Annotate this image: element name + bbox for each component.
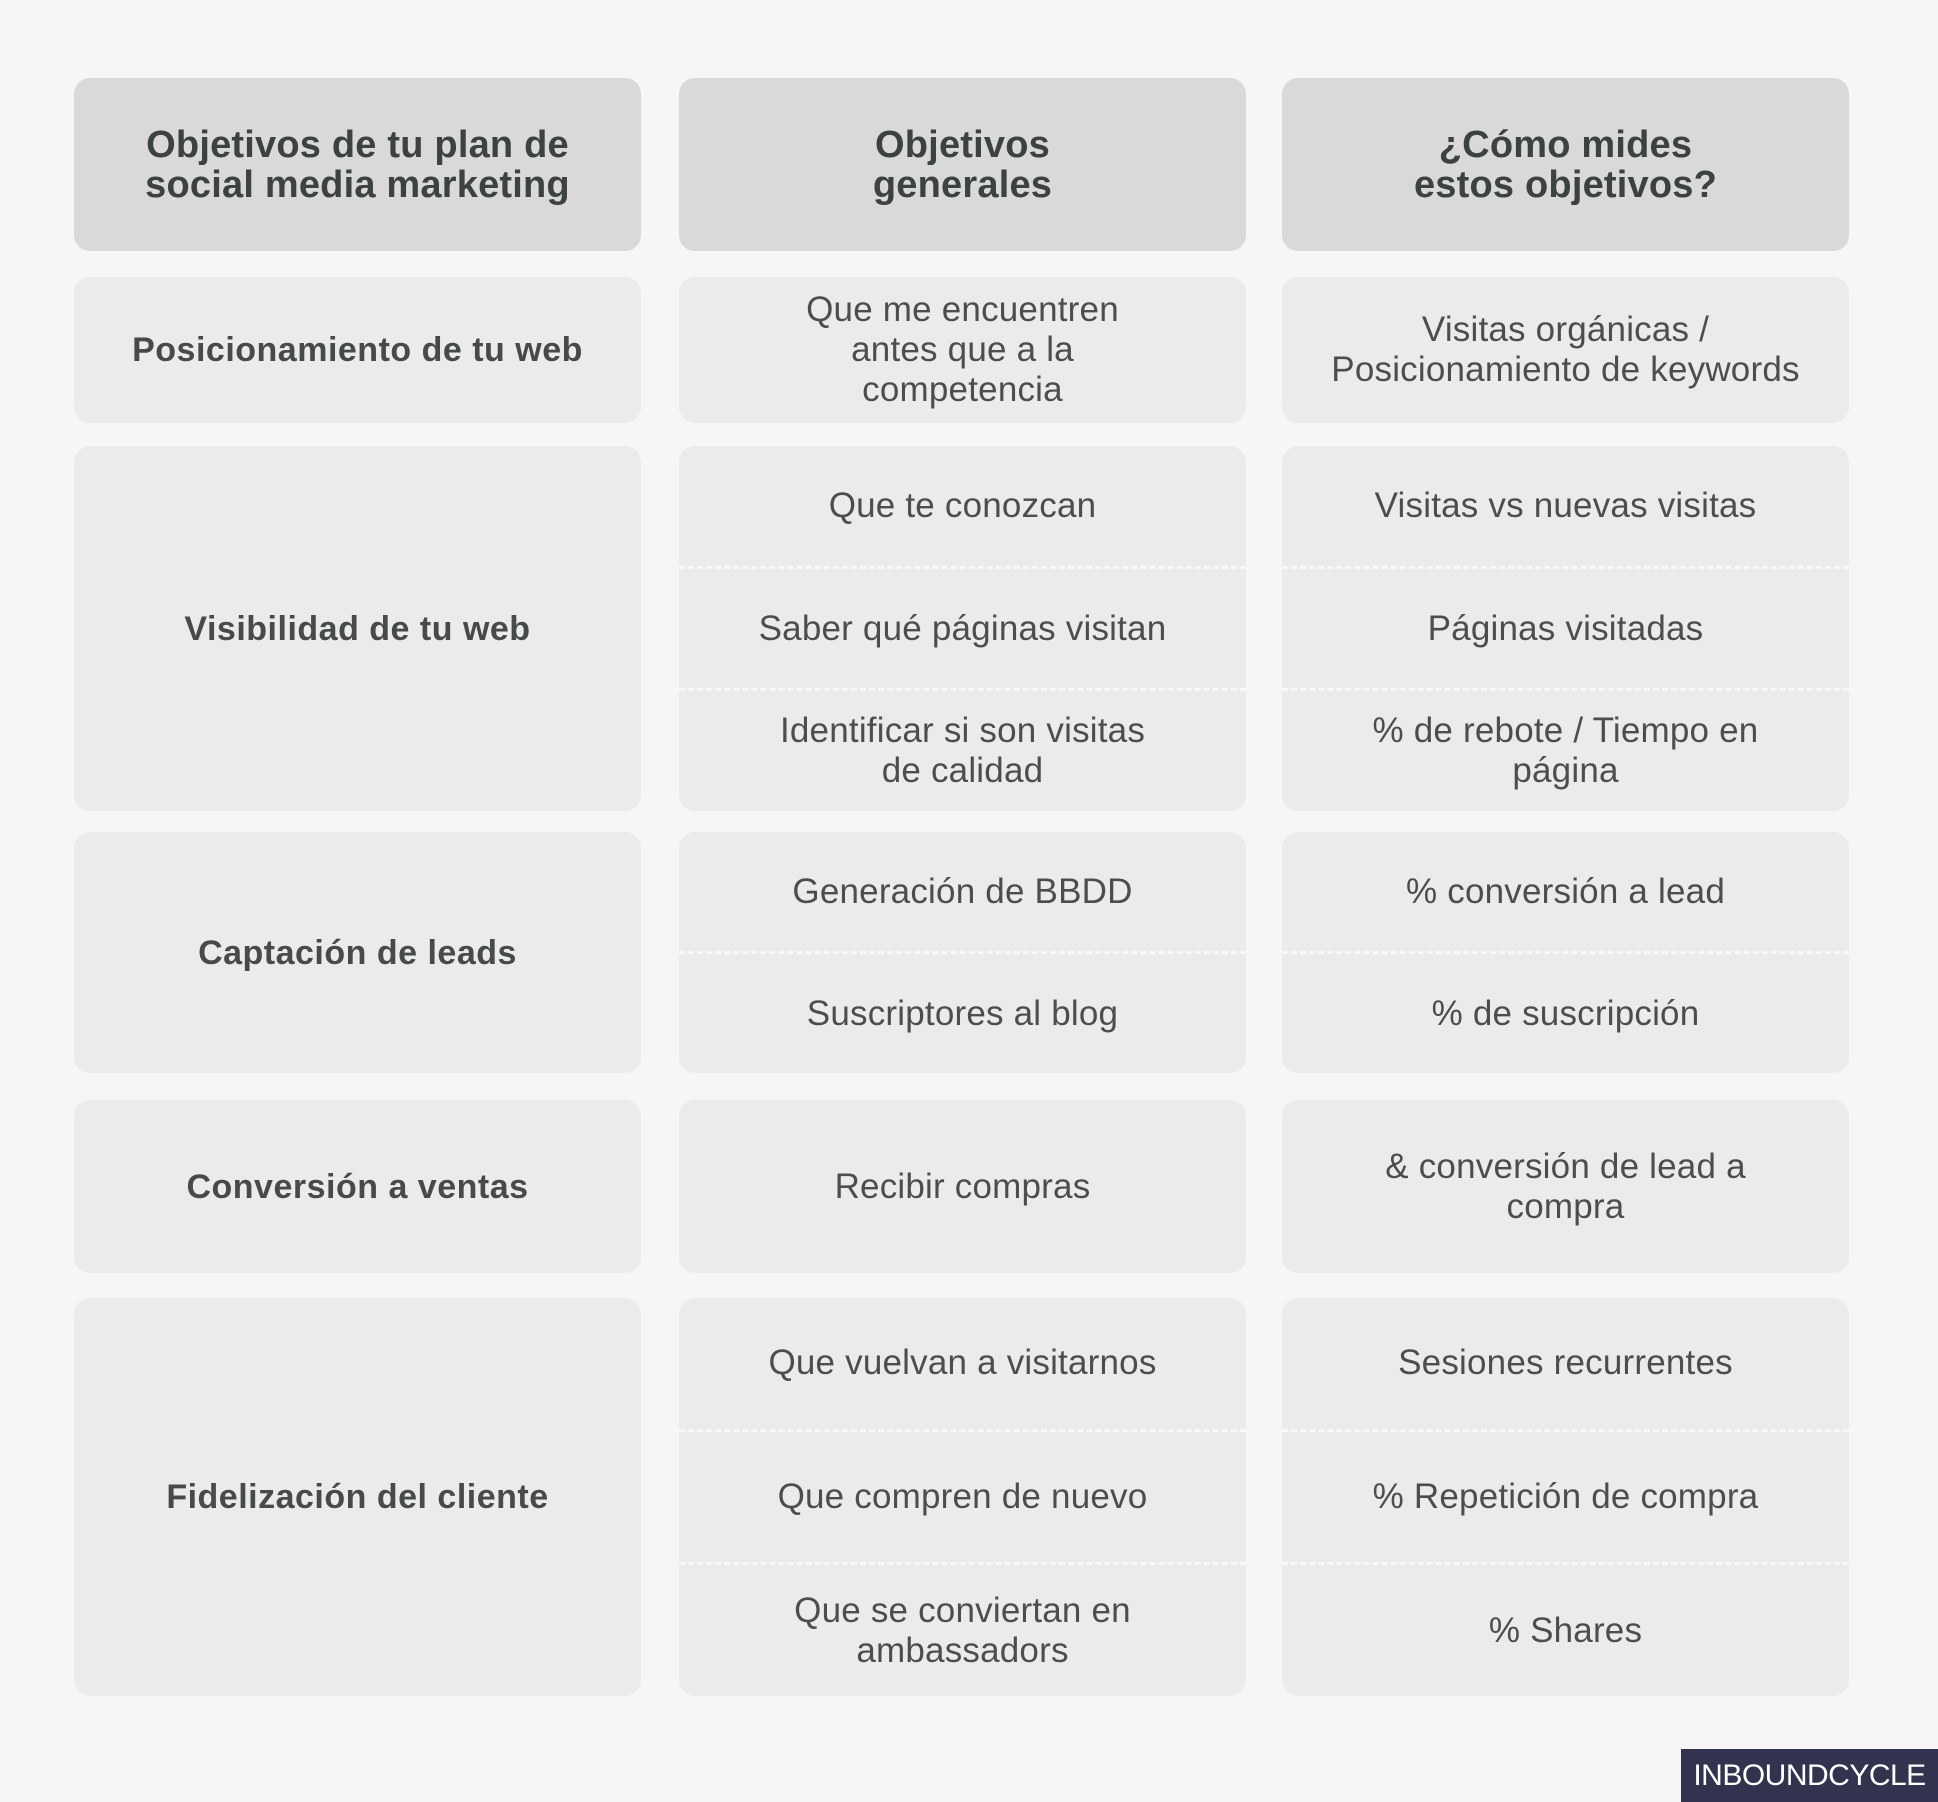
measure-cell [1282,446,1849,811]
header-cell-general [679,78,1246,251]
general-item: Suscriptores al blog [679,951,1246,1073]
general-item: Que vuelvan a visitarnos [768,1343,1157,1383]
general-cell [679,1298,1246,1696]
general-cell [679,446,1246,811]
general-item: Que me encuentren antes que a la competencia [806,290,1119,409]
header-cell-measure [1282,78,1849,251]
table-row [74,1100,1849,1273]
objective-cell [74,277,641,423]
general-cell [679,1100,1246,1273]
table-header-row [74,78,1849,251]
logo-text: INBOUNDCYCLE [1693,1758,1926,1792]
measure-item: Visitas orgánicas / Posicionamiento de keywords [1331,310,1800,389]
measure-item: % Shares [1282,1562,1849,1696]
measure-item: % de rebote / Tiempo en página [1282,688,1849,811]
general-item: Que compren de nuevo [679,1429,1246,1563]
header-cell-objectives [74,78,641,251]
measure-item: Páginas visitadas [1282,566,1849,689]
measure-cell [1282,1298,1849,1696]
general-item: Que te conozcan [828,485,1097,525]
objective-label: Captación de leads [198,933,517,972]
measure-cell [1282,832,1849,1073]
objective-cell [74,1298,641,1696]
header-label: ¿Cómo mides estos objetivos? [1413,123,1718,206]
measure-item: Visitas vs nuevas visitas [1374,485,1757,525]
objective-label: Fidelización del cliente [166,1478,549,1516]
objective-cell [74,832,641,1073]
objective-label: Visibilidad de tu web [184,609,531,648]
table-row [74,1298,1849,1696]
general-cell [679,277,1246,423]
measure-item: % de suscripción [1282,951,1849,1073]
general-item: Recibir compras [834,1166,1091,1206]
table-row [74,277,1849,423]
measure-item: % conversión a lead [1406,871,1725,911]
measure-cell [1282,277,1849,423]
header-label: Objetivos de tu plan de social media marketing [145,123,570,206]
objective-cell [74,446,641,811]
objective-label: Conversión a ventas [186,1167,529,1206]
table-row [74,446,1849,811]
general-item: Identificar si son visitas de calidad [679,688,1246,811]
general-cell [679,832,1246,1073]
measure-item: % Repetición de compra [1282,1429,1849,1563]
measure-item: & conversión de lead a compra [1385,1146,1746,1226]
general-item: Que se conviertan en ambassadors [679,1562,1246,1696]
general-item: Saber qué páginas visitan [679,566,1246,689]
table-row [74,832,1849,1073]
general-item: Generación de BBDD [792,871,1133,911]
header-label: Objetivos generales [872,123,1053,206]
inboundcycle-logo [1681,1749,1938,1802]
objective-label: Posicionamiento de tu web [132,331,583,369]
measure-cell [1282,1100,1849,1273]
measure-item: Sesiones recurrentes [1398,1343,1733,1383]
objective-cell [74,1100,641,1273]
